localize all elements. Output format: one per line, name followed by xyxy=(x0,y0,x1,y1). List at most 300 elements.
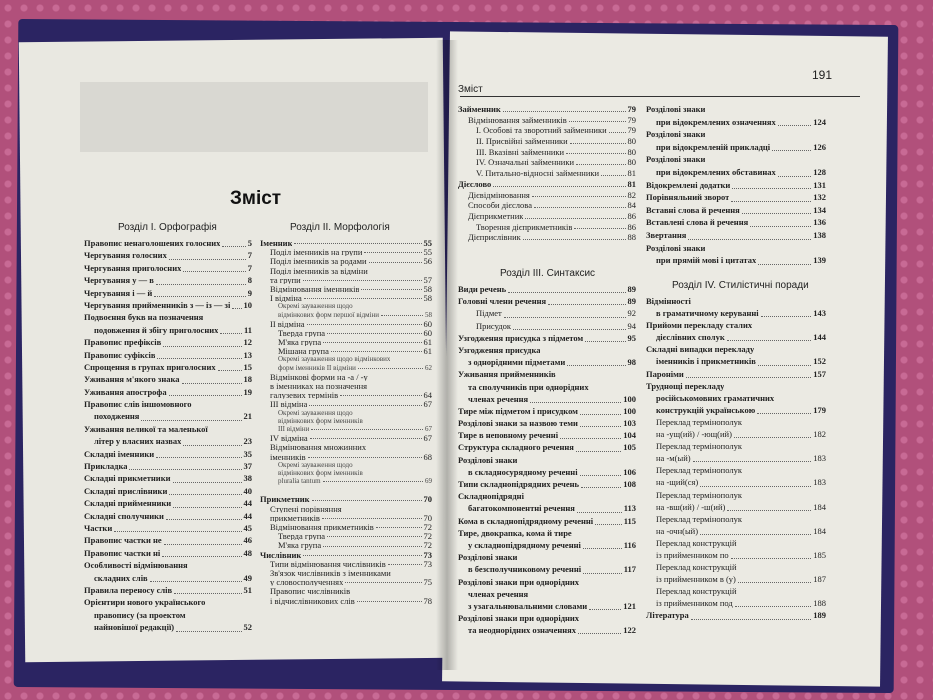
toc-entry xyxy=(458,147,636,158)
toc-entry xyxy=(260,540,432,549)
toc-entry-page: 108 xyxy=(623,479,636,489)
toc-entry-page: 81 xyxy=(627,178,636,189)
toc-entry-title: Прикметник xyxy=(260,494,310,504)
toc-entry xyxy=(458,503,636,515)
dot-leader xyxy=(169,486,241,495)
toc-entry-page: 15 xyxy=(243,361,252,372)
toc-entry xyxy=(458,136,636,147)
toc-entry xyxy=(458,157,636,168)
toc-entry xyxy=(458,211,636,222)
toc-entry-title: Дієприслівник xyxy=(468,232,521,243)
toc-entry xyxy=(260,247,432,256)
toc-entry-page: 46 xyxy=(243,535,252,546)
toc-entry-title: Переклад термінополук xyxy=(656,489,742,500)
toc-entry xyxy=(646,117,826,130)
toc-entry xyxy=(458,284,636,296)
dot-leader xyxy=(758,255,811,265)
dot-leader xyxy=(163,337,241,346)
toc-entry-page: 37 xyxy=(243,461,252,472)
toc-entry xyxy=(260,485,432,494)
toc-entry xyxy=(260,425,432,433)
toc-entry xyxy=(458,442,636,454)
toc-entry-title: Переклад конструкцій xyxy=(656,562,737,573)
toc-entry xyxy=(458,479,636,491)
toc-entry-page: 152 xyxy=(813,356,826,367)
toc-entry xyxy=(260,275,432,284)
toc-entry xyxy=(646,405,826,417)
toc-entry xyxy=(646,453,826,465)
toc-entry-page: 189 xyxy=(813,610,826,621)
toc-entry-title: ІІІ відміна xyxy=(270,399,308,409)
toc-entry-title: Чергування приголосних xyxy=(84,262,182,273)
toc-entry xyxy=(646,550,826,562)
toc-column-syntax xyxy=(458,284,636,637)
toc-entry-page: 188 xyxy=(813,598,826,609)
dot-leader xyxy=(303,550,421,556)
dot-leader xyxy=(310,433,422,439)
toc-entry xyxy=(458,564,636,576)
dot-leader xyxy=(548,296,625,305)
toc-entry-title: членах речення xyxy=(468,588,529,599)
toc-entry-page: 82 xyxy=(627,189,636,200)
toc-entry-title: Подвоєння букв на позначення xyxy=(84,312,204,323)
toc-entry-title: в складносурядному реченні xyxy=(468,466,578,477)
toc-entry-title: Розділові знаки xyxy=(646,104,706,114)
dot-leader xyxy=(566,147,625,155)
toc-entry-page: 52 xyxy=(243,622,252,633)
toc-entry-title: Узгодження присудка з підметом xyxy=(458,332,584,343)
toc-entry-page: 100 xyxy=(623,393,636,404)
toc-entry-title: Уживання великої та маленької xyxy=(84,423,208,434)
dot-leader xyxy=(232,300,241,309)
toc-column-pronoun-verb xyxy=(458,104,636,243)
dot-leader xyxy=(169,250,246,259)
toc-entry xyxy=(458,357,636,369)
toc-entry xyxy=(646,586,826,598)
toc-entry-title: Правопис числівників xyxy=(270,586,351,596)
toc-entry-page: 40 xyxy=(243,485,252,496)
toc-entry-page: 38 xyxy=(243,473,252,484)
toc-entry-page: 78 xyxy=(423,595,432,606)
toc-entry xyxy=(458,308,636,320)
toc-entry-title: ІІ відміна xyxy=(270,318,305,328)
toc-entry-title: Переклад конструкцій xyxy=(656,537,737,548)
dot-leader xyxy=(174,585,241,594)
toc-entry-title: pluralia tantum xyxy=(278,477,321,486)
dot-leader xyxy=(309,399,421,405)
toc-entry-title: IV. Означальні займенники xyxy=(476,157,575,168)
dot-leader xyxy=(731,550,812,559)
toc-entry-title: та неоднорідних означеннях xyxy=(468,625,577,636)
toc-entry xyxy=(646,129,826,142)
toc-entry-page: 56 xyxy=(423,256,432,267)
toc-entry-title: Розділові знаки xyxy=(646,242,706,253)
toc-entry-title: М'яка група xyxy=(278,540,322,550)
toc-entry-title: Розділові знаки xyxy=(646,129,706,140)
toc-entry-page: 73 xyxy=(423,549,432,560)
dot-leader xyxy=(574,222,625,230)
toc-entry-title: Правопис суфіксів xyxy=(84,349,156,360)
toc-entry xyxy=(646,192,826,205)
toc-entry-page: 105 xyxy=(623,442,636,453)
dot-leader xyxy=(534,200,626,208)
running-head-rule xyxy=(460,96,860,97)
toc-entry xyxy=(84,436,252,448)
toc-entry-title: Поділ іменників за відміни xyxy=(270,265,368,275)
toc-entry xyxy=(84,473,252,485)
dot-leader xyxy=(731,192,811,202)
toc-entry-page: 100 xyxy=(623,405,636,416)
toc-entry-page: 5 xyxy=(247,238,252,248)
dot-leader xyxy=(609,125,626,133)
toc-entry xyxy=(458,577,636,589)
toc-entry xyxy=(260,442,432,451)
dot-leader xyxy=(322,513,422,519)
toc-entry-title: Розділові знаки xyxy=(646,154,706,165)
toc-entry-title: Уживання м'якого знака xyxy=(84,374,180,385)
toc-entry xyxy=(260,381,432,390)
toc-entry xyxy=(260,477,432,485)
toc-entry-title: Складні прикметники xyxy=(84,473,171,484)
toc-entry-title: в безсполучниковому реченні xyxy=(468,564,582,575)
toc-entry-title: складних слів xyxy=(94,572,148,583)
toc-entry xyxy=(84,486,252,498)
dot-leader xyxy=(595,516,622,525)
toc-entry xyxy=(458,394,636,406)
toc-entry-title: російськомовних граматичних xyxy=(656,392,775,403)
toc-entry-title: Структура складного речення xyxy=(458,442,574,453)
toc-entry-page: 51 xyxy=(243,584,252,595)
toc-entry xyxy=(646,369,826,381)
toc-entry-title: Вставні слова й речення xyxy=(646,204,740,215)
toc-entry-page: 89 xyxy=(627,284,636,294)
toc-entry-page: 49 xyxy=(243,572,252,583)
dot-leader xyxy=(583,540,622,549)
toc-entry xyxy=(260,293,432,302)
dot-leader xyxy=(530,394,621,403)
dot-leader xyxy=(173,473,242,482)
toc-entry-title: Переклад конструкцій xyxy=(656,586,737,597)
toc-entry-title: Спрощення в групах приголосних xyxy=(84,361,216,372)
toc-entry xyxy=(84,461,252,473)
dot-leader xyxy=(580,467,622,476)
toc-entry-title: Чергування у — в xyxy=(84,275,154,286)
toc-entry-title: Окремі зауваження щодо xyxy=(278,408,353,417)
toc-entry-page: 67 xyxy=(425,424,432,433)
toc-entry xyxy=(646,296,826,308)
toc-entry xyxy=(84,573,252,585)
toc-entry-page: 185 xyxy=(813,549,826,560)
dot-leader xyxy=(778,117,812,127)
toc-entry-page: 70 xyxy=(423,494,432,505)
toc-entry xyxy=(646,610,826,622)
dot-leader xyxy=(369,256,422,262)
toc-entry xyxy=(84,424,252,436)
toc-entry-title: відмінкових форм іменників xyxy=(278,468,363,477)
toc-entry-page: 62 xyxy=(425,363,432,372)
toc-entry xyxy=(646,217,826,230)
running-head: Зміст xyxy=(458,84,483,95)
toc-entry-title: у словосполученнях xyxy=(270,577,344,587)
dot-leader xyxy=(376,522,422,528)
toc-entry-page: 184 xyxy=(813,501,826,512)
toc-entry-page: 72 xyxy=(423,531,432,542)
toc-entry-title: Складні іменники xyxy=(84,448,155,459)
toc-entry xyxy=(458,200,636,211)
toc-entry xyxy=(84,325,252,337)
section-heading-syntax: Розділ ІІІ. Синтаксис xyxy=(500,268,596,279)
toc-entry-page: 44 xyxy=(243,510,252,521)
dot-leader xyxy=(523,232,626,240)
toc-entry-title: Чергування голосних xyxy=(84,250,167,261)
dot-leader xyxy=(560,430,621,439)
toc-entry-page: 86 xyxy=(627,210,636,221)
toc-entry xyxy=(84,399,252,411)
toc-entry xyxy=(646,477,826,489)
toc-entry xyxy=(84,548,252,560)
toc-entry xyxy=(646,429,826,441)
toc-entry-page: 72 xyxy=(423,540,432,551)
toc-entry-title: Відмінювання іменників xyxy=(270,283,360,294)
dot-leader xyxy=(114,523,241,532)
dot-leader xyxy=(345,577,421,583)
toc-entry-title: Порівняльний зворот xyxy=(646,192,730,203)
toc-entry-page: 35 xyxy=(243,448,252,459)
toc-entry-title: іменників і прикметників xyxy=(656,356,756,367)
toc-entry-title: з однорідними підметами xyxy=(468,357,566,368)
dot-leader xyxy=(156,275,246,284)
dot-leader xyxy=(742,205,811,215)
toc-entry xyxy=(84,622,252,634)
toc-entry-page: 11 xyxy=(243,324,252,335)
toc-entry-title: на -щий(ся) xyxy=(656,477,699,488)
toc-entry xyxy=(260,355,432,363)
toc-entry-page: 134 xyxy=(813,204,826,215)
toc-entry xyxy=(458,345,636,357)
toc-entry xyxy=(646,356,826,368)
toc-entry xyxy=(260,577,432,586)
toc-entry-title: Особливості відмінювання xyxy=(84,560,188,571)
toc-entry-title: із прийменником под xyxy=(656,598,733,609)
toc-entry-title: Тверда група xyxy=(278,531,326,541)
toc-entry-title: Уживання прийменників xyxy=(458,369,556,380)
toc-entry-page: 58 xyxy=(425,310,432,319)
toc-entry-page: 86 xyxy=(627,221,636,232)
toc-entry xyxy=(84,275,252,287)
toc-entry-title: Відмінності xyxy=(646,296,691,306)
toc-entry-title: Творення дієприкметників xyxy=(476,221,573,232)
toc-entry-page: 61 xyxy=(423,346,432,357)
dot-leader xyxy=(532,190,626,198)
dot-leader xyxy=(580,406,621,415)
toc-entry-title: Переклад термінополук xyxy=(656,441,742,452)
toc-entry-title: Прикладка xyxy=(84,461,128,472)
toc-entry-title: на -м(ый) xyxy=(656,453,691,464)
toc-entry-title: Способи дієслова xyxy=(468,200,532,211)
toc-entry-title: при відокремленій прикладці xyxy=(656,141,771,152)
dot-leader xyxy=(183,263,245,272)
dot-leader xyxy=(691,610,812,619)
toc-entry xyxy=(458,467,636,479)
toc-entry-page: 18 xyxy=(243,374,252,385)
dot-leader xyxy=(166,511,242,520)
toc-entry-page: 98 xyxy=(627,357,636,368)
dot-leader xyxy=(222,238,245,247)
toc-entry-title: галузевих термінів xyxy=(270,390,339,400)
toc-entry-title: Частки xyxy=(84,522,113,533)
toc-entry-title: Уживання апострофа xyxy=(84,386,167,397)
toc-entry xyxy=(458,625,636,637)
toc-entry xyxy=(260,494,432,503)
dot-leader xyxy=(686,369,811,378)
toc-entry-page: 138 xyxy=(813,229,826,240)
toc-entry-title: Складнопідрядні xyxy=(458,491,524,502)
toc-entry-title: Правопис частки ні xyxy=(84,547,161,558)
toc-entry-page: 21 xyxy=(243,411,252,422)
dot-leader xyxy=(176,622,241,631)
toc-entry-page: 89 xyxy=(627,296,636,307)
toc-entry xyxy=(84,610,252,622)
toc-entry-title: Розділові знаки при однорідних xyxy=(458,613,580,624)
toc-entry-page: 72 xyxy=(423,522,432,532)
toc-entry-page: 124 xyxy=(813,116,826,127)
toc-column-orthography xyxy=(84,238,252,635)
dot-leader xyxy=(323,337,421,343)
toc-entry-page: 64 xyxy=(423,390,432,401)
dot-leader xyxy=(513,321,625,330)
toc-entry xyxy=(84,312,252,324)
toc-entry-page: 184 xyxy=(813,525,826,536)
toc-entry xyxy=(260,513,432,522)
toc-entry-page: 7 xyxy=(247,262,252,273)
dot-leader xyxy=(688,230,811,240)
toc-entry xyxy=(458,540,636,552)
toc-entry xyxy=(84,498,252,510)
dot-leader xyxy=(357,596,422,602)
dot-leader xyxy=(150,573,242,582)
dot-leader xyxy=(164,535,242,544)
toc-entry-page: 117 xyxy=(623,564,636,575)
toc-entry-page: 9 xyxy=(247,287,252,298)
toc-entry xyxy=(458,516,636,528)
dot-leader xyxy=(700,526,811,535)
toc-entry-title: Поділ іменників за родами xyxy=(270,256,367,266)
toc-entry xyxy=(84,523,252,535)
dot-leader xyxy=(218,362,242,371)
dot-leader xyxy=(734,429,811,438)
toc-entry xyxy=(260,469,432,477)
toc-entry-title: Пароніми xyxy=(646,368,684,379)
toc-entry-title: Вставлені слова й речення xyxy=(646,217,749,228)
toc-entry-title: на -ущ(ий) / -ющ(ий) xyxy=(656,429,732,440)
toc-entry xyxy=(84,597,252,609)
dot-leader xyxy=(693,453,812,462)
toc-entry-page: 8 xyxy=(247,275,252,286)
dot-leader xyxy=(157,350,241,359)
dot-leader xyxy=(169,387,242,396)
toc-entry-page: 19 xyxy=(243,386,252,397)
toc-entry-page: 23 xyxy=(243,436,252,447)
toc-entry xyxy=(646,154,826,167)
toc-entry-title: Розділові знаки xyxy=(458,552,518,563)
toc-entry-page: 88 xyxy=(627,232,636,243)
toc-entry-title: Розділові знаки при однорідних xyxy=(458,576,580,587)
dot-leader xyxy=(183,436,241,445)
toc-entry-title: походження xyxy=(94,411,140,422)
toc-entry xyxy=(260,433,432,442)
toc-entry xyxy=(646,180,826,193)
toc-entry-page: 81 xyxy=(627,168,636,179)
toc-entry-title: Переклад термінополук xyxy=(656,416,742,427)
toc-entry-page: 157 xyxy=(813,368,826,379)
toc-entry-title: Розділові знаки за назвою теми xyxy=(458,418,578,429)
toc-entry-page: 12 xyxy=(243,337,252,348)
toc-entry xyxy=(84,362,252,374)
toc-entry xyxy=(458,382,636,394)
toc-entry xyxy=(260,256,432,265)
toc-entry xyxy=(84,449,252,461)
toc-entry xyxy=(646,562,826,574)
dot-leader xyxy=(156,449,241,458)
toc-entry-title: І відміна xyxy=(270,293,302,303)
toc-entry-title: Ступені порівняння xyxy=(270,503,342,513)
toc-entry xyxy=(260,364,432,372)
dot-leader xyxy=(323,477,423,482)
toc-entry-title: іменників xyxy=(270,451,306,461)
toc-entry xyxy=(646,104,826,117)
toc-entry xyxy=(84,250,252,262)
toc-entry xyxy=(84,263,252,275)
toc-entry-title: Дієслово xyxy=(458,178,492,189)
dot-leader xyxy=(312,494,422,500)
dot-leader xyxy=(525,211,625,219)
toc-entry xyxy=(458,321,636,333)
page-number: 191 xyxy=(812,68,833,82)
toc-entry-title: Чергування прийменників з — із — зі xyxy=(84,299,231,310)
dot-leader xyxy=(294,238,421,244)
toc-entry xyxy=(646,332,826,344)
toc-entry-page: 48 xyxy=(243,547,252,558)
toc-entry-page: 7 xyxy=(247,250,252,261)
dot-leader xyxy=(601,168,625,176)
toc-entry xyxy=(260,302,432,310)
toc-entry-page: 79 xyxy=(627,125,636,136)
dot-leader xyxy=(750,217,811,227)
dot-leader xyxy=(738,574,811,583)
toc-entry-title: при прямій мові і цитатах xyxy=(656,255,757,266)
toc-entry xyxy=(260,372,432,381)
toc-entry-title: відмінкових форм іменників xyxy=(278,416,363,425)
toc-entry xyxy=(646,381,826,393)
dot-leader xyxy=(508,284,625,293)
dot-leader xyxy=(154,288,246,297)
toc-entry-page: 57 xyxy=(423,274,432,285)
toc-entry-title: Труднощі перекладу xyxy=(646,380,725,391)
toc-entry xyxy=(260,337,432,346)
dot-leader xyxy=(323,540,421,546)
dot-leader xyxy=(307,319,422,325)
toc-entry-page: 70 xyxy=(423,512,432,523)
toc-entry xyxy=(84,585,252,597)
toc-column-style xyxy=(646,296,826,623)
toc-entry-page: 80 xyxy=(627,146,636,157)
toc-entry-title: Тверда група xyxy=(278,327,326,338)
toc-entry-page: 67 xyxy=(423,399,432,410)
toc-entry-page: 183 xyxy=(813,477,826,488)
toc-entry-page: 84 xyxy=(627,200,636,211)
toc-entry-title: конструкцій українською xyxy=(656,404,756,415)
toc-entry-title: з узагальнювальними словами xyxy=(468,600,588,611)
